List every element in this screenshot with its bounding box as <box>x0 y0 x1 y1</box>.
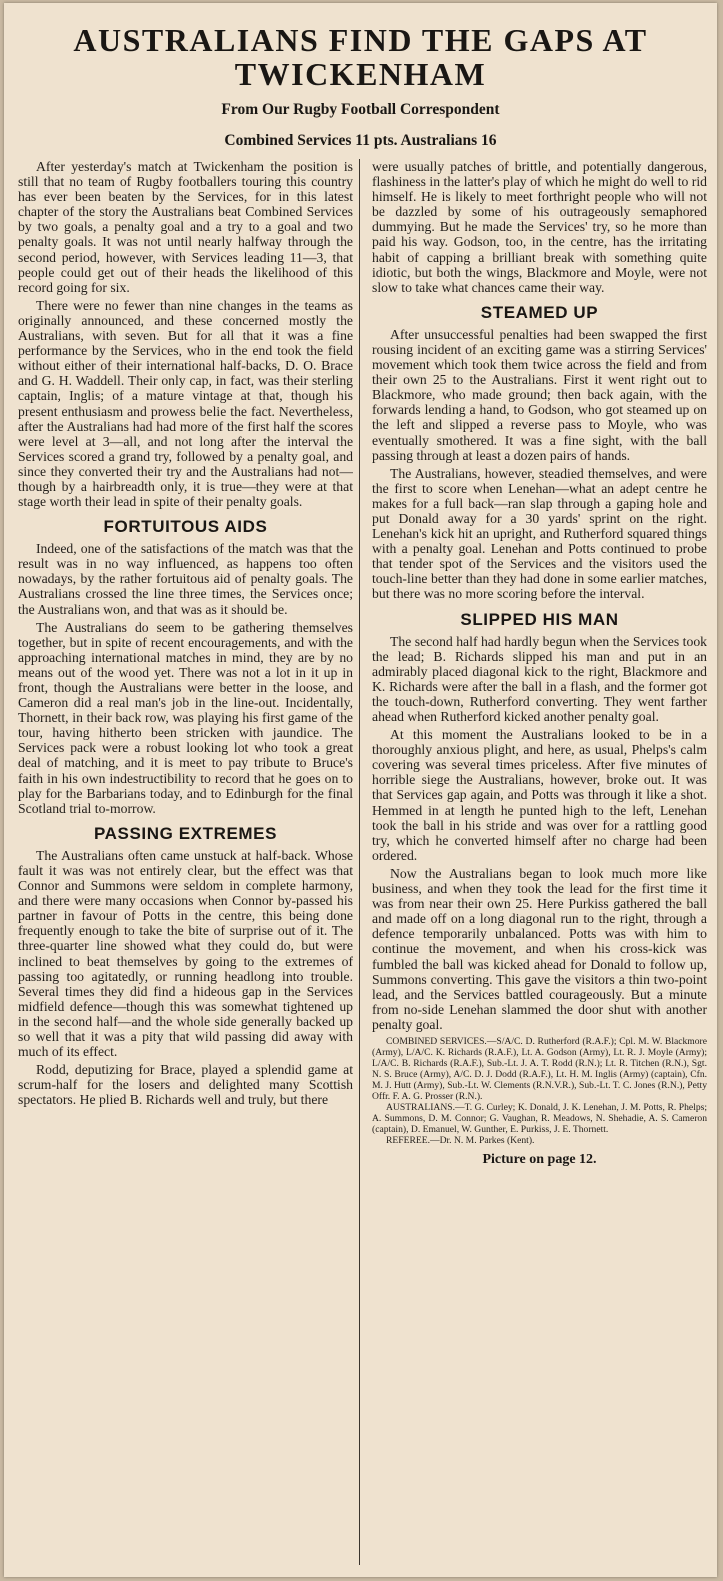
paragraph: After unsuccessful penalties had been swapped the first rousing incident of an exciting game was a stirring Services' movement which took them twice across the field and from their own 25 to the Australians. First it went right out to Blackmore, who made ground; then back again, with the forwards lending a hand, to Godson, who got steamed up on the left and slipped a reverse pass to Moyle, who was eventually smothered. It was a fine sight, with the ball passing through at least a dozen pairs of hands. <box>372 326 708 463</box>
team-services: COMBINED SERVICES.—S/A/C. D. Rutherford (R.A.F.); Cpl. M. W. Blackmore (Army), L/A/C. K. Richards (R.A.F.), Lt. A. Godson (Army), Lt. R. J. Moyle (Army); L/A/C. B. Richards (R.A.F.), Sub.-Lt. J. A. T. Rodd (R.N.); Lt. R. Titchen (R.N.), Sgt. N. S. Bruce (Army), A/C. D. J. Dodd (R.A.F.), Lt. H. M. Inglis (Army) (captain), Cfn. M. J. Hutt (Army), Sub.-Lt. W. Clements (R.N.V.R.), Sub.-Lt. T. C. Jones (R.N.), Petty Offr. F. A. G. Prosser (R.N.). <box>372 1035 708 1102</box>
paragraph: Rodd, deputizing for Brace, played a splendid game at scrum-half for the losers and delighted many Scottish spectators. He plied B. Richards well and truly, but there <box>18 1062 354 1108</box>
score-line: Combined Services 11 pts. Australians 16 <box>224 132 497 149</box>
team-lineups <box>372 1036 707 1146</box>
paragraph: There were no fewer than nine changes in the teams as originally announced, and these concerned mostly the Australians, with seven. But for all that it was a fine performance by the Services, who in the end took the field without either of their international half-backs, D. O. Brace and G. H. Waddell. Their only cap, in fact, was their sterling captain, Inglis; of a mature vintage at that, though his present enthusiasm and prowess belie the fact. Nevertheless, after the Australians had had more of the first half the scores were level at 3—all, and not long after the interval the Services scored a grand try, followed by a penalty goal, and since they converted their try and the Australians had not—though by a hairbreadth only, it is true—they were at that stage worth their lead in spite of their penalty goals. <box>18 297 354 510</box>
referee: REFEREE.—Dr. N. M. Parkes (Kent). <box>386 1134 535 1146</box>
paragraph: Now the Australians began to look much more like business, and when they took the lead for the first time it was from near their own 25. Here Purkiss gathered the ball and made off on a long diagonal run to the right, through a defence temporarily unbalanced. Potts was with him to continue the movement, and when his cross-kick was fumbled the ball was kicked ahead for Donald to follow up, Summons converting. This gave the visitors a thin two-point lead, and the Services battled courageously. But a minute from no-side Lenehan slammed the door shut with another penalty goal. <box>372 865 708 1032</box>
team-australians: AUSTRALIANS.—T. G. Curley; K. Donald, J. K. Lenehan, J. M. Potts, R. Phelps; A. Summons, D. M. Connor; G. Vaughan, R. Meadows, N. Shehadie, A. S. Cameron (captain), D. Emanuel, W. Gunther, E. Purkiss, J. E. Thornett. <box>372 1101 708 1135</box>
section-heading: STEAMED UP <box>480 302 599 322</box>
paragraph: After yesterday's match at Twickenham the position is still that no team of Rugby footballers touring this country has ever been beaten by the Services, for in this latest chapter of the story the Australians beat Combined Services by two goals, a penalty goal and a try to a goal and two penalty goals. It was not until nearly halfway through the second period, however, with Services leading 11—3, that people could get out of their heads the likelihood of this record going for six. <box>18 159 354 295</box>
byline: From Our Rugby Football Correspondent <box>221 101 500 118</box>
section-heading: PASSING EXTREMES <box>93 823 278 843</box>
article-columns <box>18 159 707 1565</box>
paragraph: Indeed, one of the satisfactions of the match was that the result was in no way influenced, as happens too often nowadays, by the rather fortuitous aid of penalty goals. The Australians crossed the line three times, the Services once; the Australians won, and that was as it should be. <box>18 541 354 617</box>
section-heading: SLIPPED HIS MAN <box>460 609 619 629</box>
paragraph: The Australians do seem to be gathering themselves together, but in spite of recent encouragements, and with the approaching international matches in mind, they are by no means out of the wood yet. There was not a lot in it up in front, though the Australians were better in the loose, and Cameron did a real man's job in the line-out. Incidentally, Thornett, in their back row, was playing his first game of the tour, having hitherto been stricken with jaundice. The Services pack were a robust looking lot who took a great deal of matching, and it is meet to pay tribute to Bruce's faith in his own indestructibility to record that he goes on to play for the Barbarians today, and to Edinburgh for the final Scotland trial to-morrow. <box>18 619 354 816</box>
paragraph: At this moment the Australians looked to be in a thoroughly anxious plight, and here, as usual, Phelps's calm covering was several times priceless. After five minutes of horrible siege the Australians, however, broke out. It was that Services gap again, and Potts was through it like a shot. Hemmed in at length he punted high to the left, Lenehan took the ball in his stride and was over for a rattling good try, which he converted himself after no charge had been ordered. <box>372 727 708 863</box>
paragraph: were usually patches of brittle, and potentially dangerous, flashiness in the latter's play of which he might do well to rid himself. He is likely to meet forthright people who will not be dazzled by some of his outrageously semaphored dummying. But he made the Services' try, so he more than paid his way. Godson, too, in the centre, has the irritating habit of capping a brilliant break with something quite idiotic, but both the wings, Blackmore and Moyle, were not slow to take what chances came their way. <box>372 159 708 295</box>
paragraph: The Australians often came unstuck at half-back. Whose fault it was was not entirely clear, but the effect was that Connor and Summons were seldom in complete harmony, and there were many occasions when Connor by-passed his partner in favour of Potts in the centre, this being done frequently enough to take the bite of surprise out of it. The three-quarter line showed what they could do, but were inclined to beat themselves by going to the extremes of passing too agitatedly, or running headlong into trouble. Several times they did find a hideous gap in the Services midfield defence—though this was somewhat tightened up in the second half—and the whole side generally backed up so well that it was a pity that wild passing did away with much of its effect. <box>18 847 354 1060</box>
newspaper-clipping <box>4 3 717 1577</box>
paragraph: The second half had hardly begun when the Services took the lead; B. Richards slipped his man and put in an admirably placed diagonal kick to the right, Blackmore and K. Richards were after the ball in a flash, and the former got the touch-down, Rutherford converting. They went farther ahead when Rutherford kicked another penalty goal. <box>372 633 708 724</box>
paragraph: The Australians, however, steadied themselves, and were the first to score when Lenehan—what an adept centre he makes for a full back—ran slap through a gaping hole and put Donald away for a 30 yards' sprint on the right. Lenehan's kick hit an upright, and Rutherford squared things with a penalty goal. Lenehan and Potts continued to probe that tender spot of the Services and the visitors used the touch-line better than they had done in some earlier matches, but there was no more scoring before the interval. <box>372 465 708 602</box>
section-heading: FORTUITOUS AIDS <box>103 517 268 537</box>
headline: AUSTRALIANS FIND THE GAPS AT TWICKENHAM <box>73 22 648 92</box>
picture-note: Picture on page 12. <box>482 1151 597 1167</box>
right-column <box>372 159 707 1565</box>
column-divider <box>359 159 360 1565</box>
left-column <box>18 159 353 1565</box>
